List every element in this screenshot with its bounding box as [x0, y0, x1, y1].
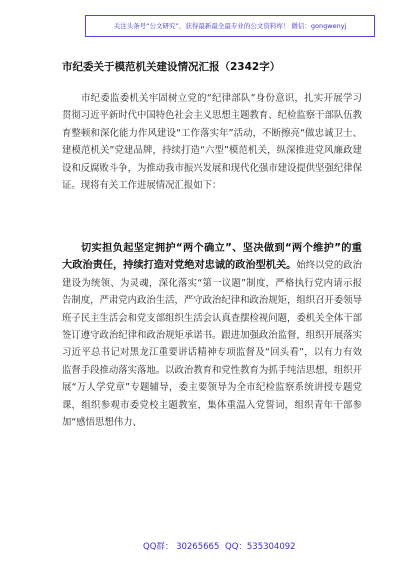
- banner-text: 关注头条号“公文研究”，获得最新最全最专业的公文资料库！ 微信：gongwenyj: [113, 22, 347, 30]
- qq-number-text: QQ：535304092: [225, 542, 296, 552]
- section-1-paragraph: [62, 240, 362, 431]
- section-1-heading: 切实担负起坚定拥护“两个确立”、坚决做到“两个维护”的重大政治责任，持续打造对党绝对忠诚的政治型机关。: [62, 243, 362, 272]
- top-banner: [85, 15, 375, 37]
- qq-group-text: QQ群： 30265665: [143, 542, 220, 552]
- document-title: 市纪委关于模范机关建设情况汇报（2342字）: [62, 61, 281, 73]
- section-1-body: 始终以党的政治建设为统领、为灵魂，深化落实“第一议题”制度，严格执行党内请示报告制度，严肃党内政治生活，严守政治纪律和政治规矩，组织召开委领导班子民主生活会和党支部组织生活会认真查摆检视问题，委机关全体干部签订遵守政治纪律和政治规矩承诺书。跟进加强政治监督，组织开展落实习近平总书记对黑龙江重要讲话精神专项监督及“回头看”，以有力有效监督手段推动落实落地。以政治教育和党性教育为抓手纯洁思想，组织开展“万人学党章”专题辅导，委主要领导为全市纪检监察系统讲授专题党课，组织参观市委党校主题教室，集体重温入党誓词，组织青年干部参加“感悟思想伟力、: [62, 260, 363, 429]
- intro-paragraph: 市纪委监委机关牢固树立党的“纪律部队”身份意识，扎实开展学习贯彻习近平新时代中国特色社会主义思想主题教育、纪检监察干部队伍教育整顿和深化能力作风建设“工作落实年”活动，不断擦亮“做忠诚卫士、建模范机关”党建品牌，持续打造“六型”模范机关，纵深推进党风廉政建设和反腐败斗争，为推动我市振兴发展和现代化强市建设提供坚强纪律保证。现将有关工作进展情况汇报如下：: [62, 93, 363, 192]
